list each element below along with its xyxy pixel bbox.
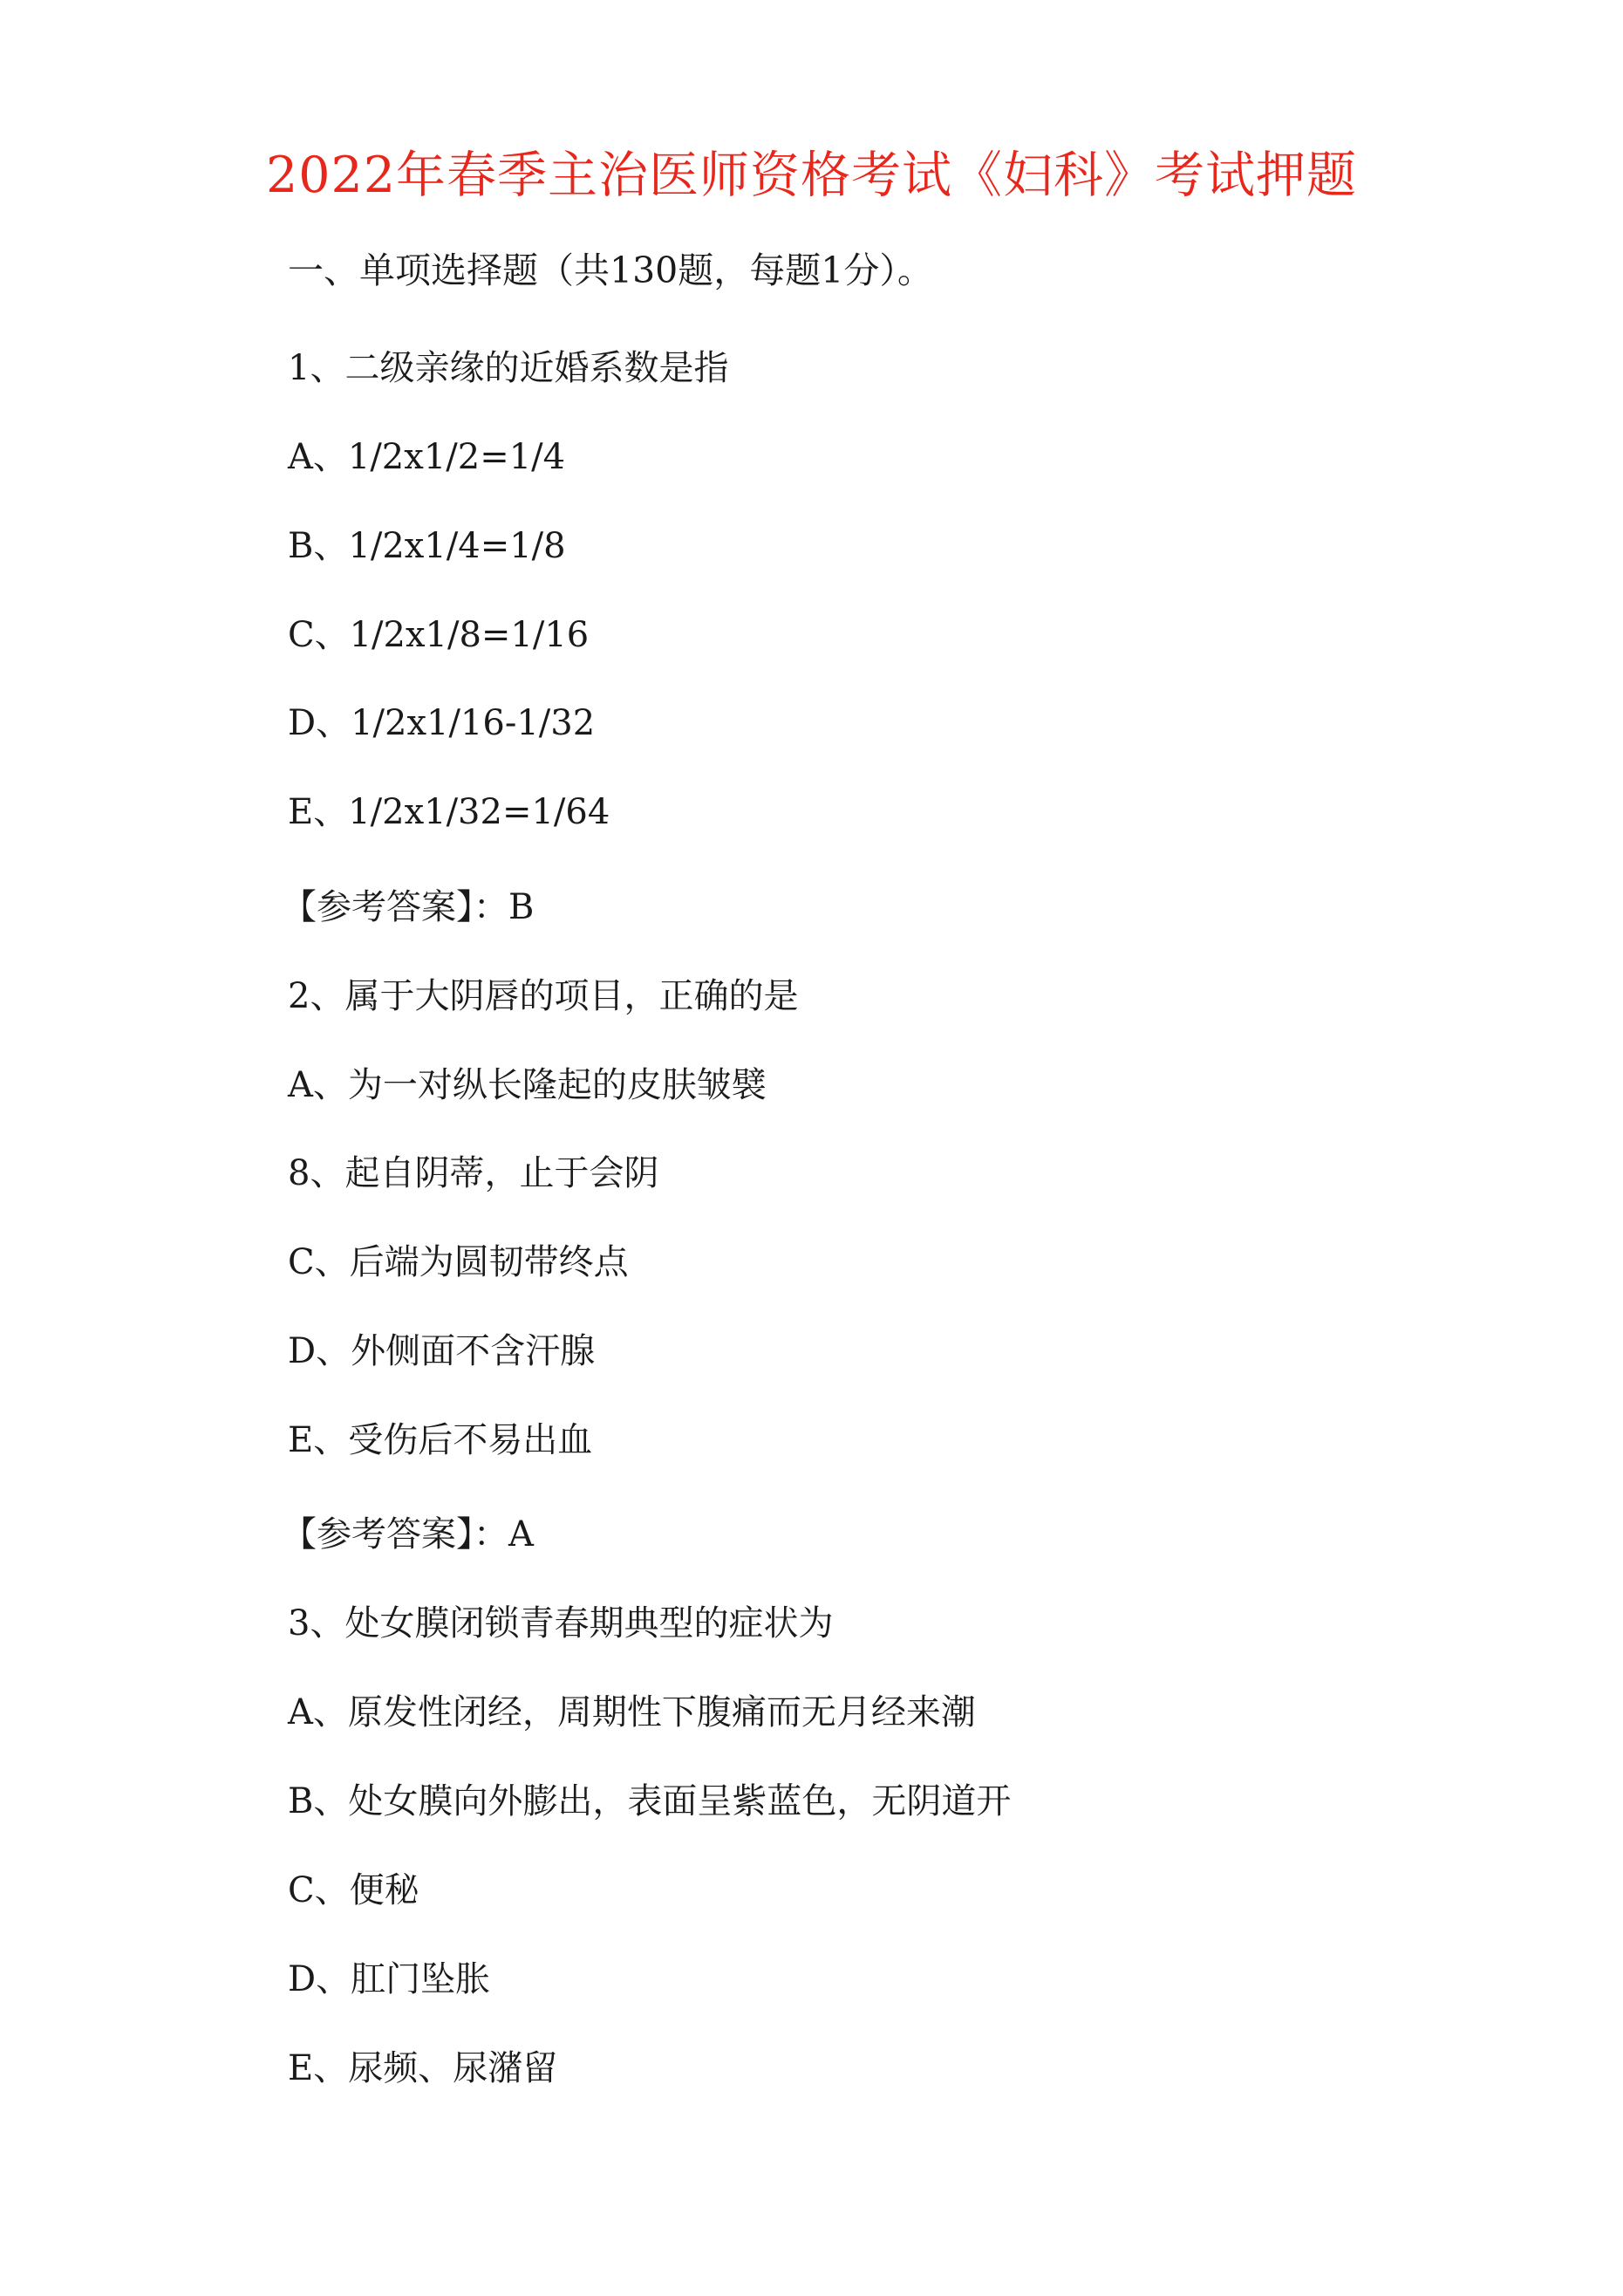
question-2-option-e: E、受伤后不易出血 [288, 1420, 593, 1460]
question-1-option-c: C、1/2x1/8=1/16 [288, 615, 590, 655]
question-2-option-b: 8、起自阴蒂，止于会阴 [288, 1153, 659, 1193]
question-3-option-c: C、便秘 [288, 1870, 419, 1910]
question-2-answer: 【参考答案】：A [282, 1514, 534, 1555]
question-2-option-d: D、外侧面不含汗腺 [288, 1331, 596, 1371]
question-1-option-d: D、1/2x1/16-1/32 [288, 703, 596, 743]
question-3-option-d: D、肛门坠胀 [288, 1959, 491, 1999]
question-1-option-b: B、1/2x1/4=1/8 [288, 526, 566, 566]
question-3-option-b: B、处女膜向外膨出，表面呈紫蓝色，无阴道开 [288, 1781, 1012, 1821]
question-3-option-a: A、原发性闭经，周期性下腹痛而无月经来潮 [288, 1692, 976, 1732]
question-1-option-a: A、1/2x1/2=1/4 [288, 437, 566, 477]
question-2-option-c: C、后端为圆韧带终点 [288, 1242, 629, 1282]
document-title: 2022年春季主治医师资格考试《妇科》考试押题 [265, 147, 1358, 204]
question-1-stem: 1、二级亲缘的近婚系数是指 [288, 348, 729, 388]
question-2-stem: 2、属于大阴唇的项目，正确的是 [288, 976, 799, 1016]
section-heading: 一、单项选择题（共130题，每题1分）。 [288, 249, 933, 291]
question-1-option-e: E、1/2x1/32=1/64 [288, 792, 610, 832]
question-1-answer: 【参考答案】：B [282, 887, 535, 927]
question-3-option-e: E、尿频、尿潴留 [288, 2048, 558, 2088]
question-2-option-a: A、为一对纵长隆起的皮肤皱襞 [288, 1065, 767, 1105]
question-3-stem: 3、处女膜闭锁青春期典型的症状为 [288, 1603, 834, 1643]
